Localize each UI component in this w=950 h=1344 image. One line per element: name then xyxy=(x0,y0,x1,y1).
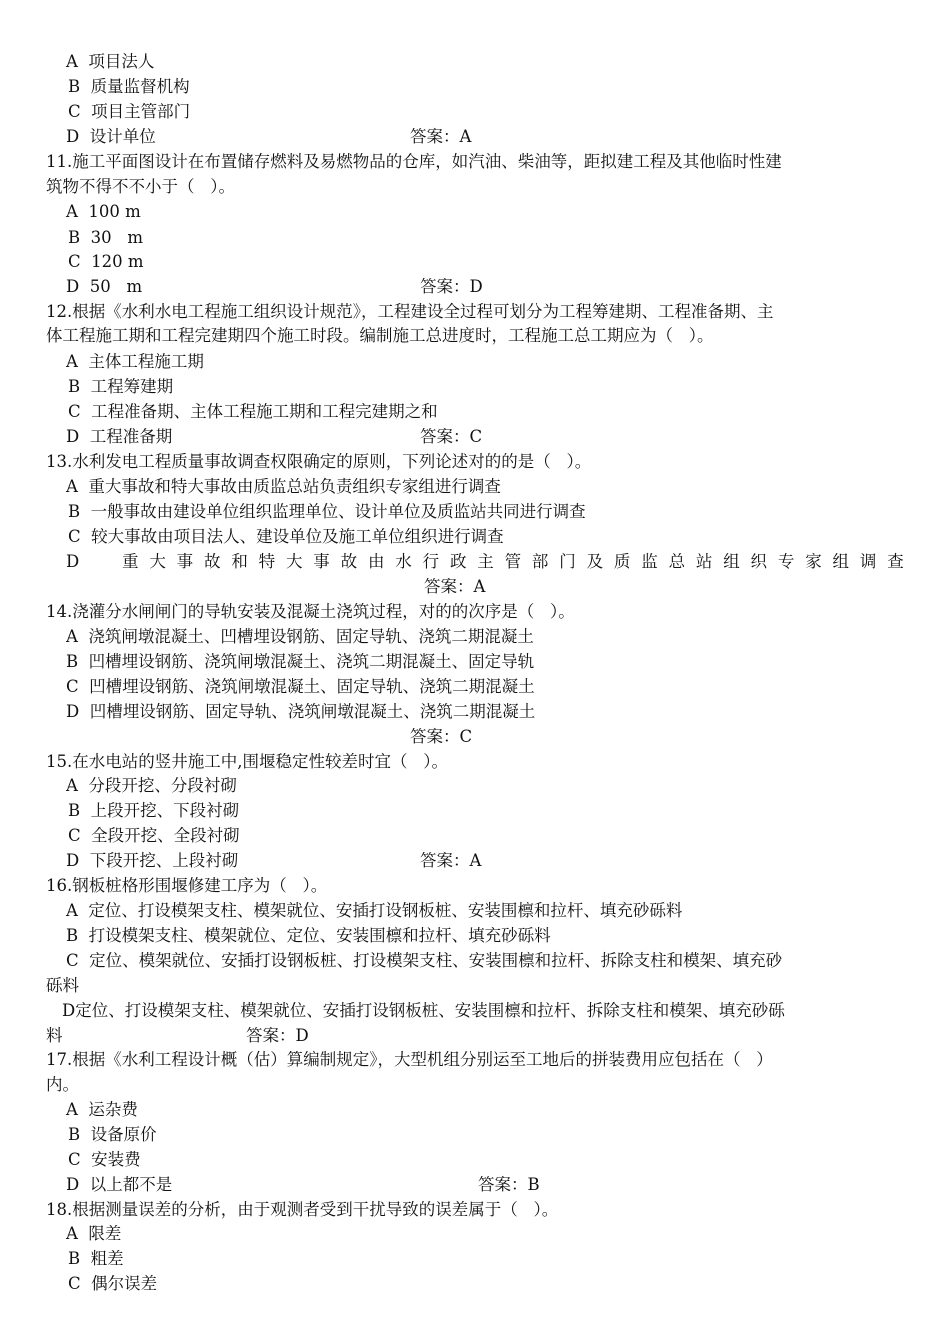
question-15: 15.在水电站的竖井施工中,围堰稳定性较差时宜（ ）。 xyxy=(46,752,448,771)
justified-char: 织 xyxy=(750,552,768,571)
option-a: A 主体工程施工期 xyxy=(66,352,204,371)
justified-char: 事 xyxy=(313,552,330,571)
justified-char: 主 xyxy=(477,552,494,571)
option-d: D 50 m xyxy=(66,277,143,296)
question-17: 17.根据《水利工程设计概（估）算编制规定》，大型机组分别运至工地后的拼装费用应包括在（ ） xyxy=(46,1050,773,1069)
option-d: D定位、打设模架支柱、模架就位、安插打设钢板桩、安装围檩和拉杆、拆除支柱和模架、填充砂砾 xyxy=(62,1001,785,1020)
justified-char: 总 xyxy=(668,552,686,571)
option-a: A 重大事故和特大事故由质监总站负责组织专家组进行调查 xyxy=(66,477,501,496)
question-12-cont: 体工程施工期和工程完建期四个施工时段。编制施工总进度时，工程施工总工期应为（ ）。 xyxy=(46,326,714,345)
answer: 答案：A xyxy=(410,127,472,146)
option-c: C 120 m xyxy=(68,252,144,271)
option-b: B 一般事故由建设单位组织监理单位、设计单位及质监站共同进行调查 xyxy=(68,502,586,521)
option-b: B 打设模架支柱、模架就位、定位、安装围檩和拉杆、填充砂砾料 xyxy=(66,926,551,945)
justified-char: 门 xyxy=(559,552,576,571)
option-b: B 凹槽埋设钢筋、浇筑闸墩混凝土、浇筑二期混凝土、固定导轨 xyxy=(66,652,535,671)
justified-char: 和 xyxy=(231,552,248,571)
option-c: C 较大事故由项目法人、建设单位及施工单位组织进行调查 xyxy=(68,527,504,546)
option-b: B 30 m xyxy=(68,228,143,247)
question-16: 16.钢板桩格形围堰修建工序为（ ）。 xyxy=(46,876,328,895)
justified-char: 专 xyxy=(777,552,795,571)
option-b: B 设备原价 xyxy=(68,1125,157,1144)
justified-char: 及 xyxy=(586,552,604,571)
option-d: D 凹槽埋设钢筋、固定导轨、浇筑闸墩混凝土、浇筑二期混凝土 xyxy=(66,702,536,721)
question-14: 14.浇灌分水闸闸门的导轨安装及混凝土浇筑过程，对的的次序是（ ）。 xyxy=(46,602,575,621)
option-a: A 定位、打设模架支柱、模架就位、安插打设钢板桩、安装围檩和拉杆、填充砂砾料 xyxy=(66,901,683,920)
option-d: D 设计单位 xyxy=(66,127,156,146)
justified-char: 特 xyxy=(258,552,276,571)
option-a: A 浇筑闸墩混凝土、凹槽埋设钢筋、固定导轨、浇筑二期混凝土 xyxy=(66,627,534,646)
answer: 答案：D xyxy=(420,277,483,296)
justified-char: 组 xyxy=(832,552,850,571)
option-c: C 偶尔误差 xyxy=(68,1274,158,1293)
justified-char: 站 xyxy=(695,552,713,571)
question-17-cont: 内。 xyxy=(46,1075,79,1094)
option-a: A 运杂费 xyxy=(66,1100,138,1119)
option-a: A 100 m xyxy=(66,202,141,221)
question-13: 13.水利发电工程质量事故调查权限确定的原则，下列论述对的的是（ ）。 xyxy=(46,452,592,471)
option-d-cont: 料 xyxy=(46,1026,63,1045)
justified-char: 家 xyxy=(805,552,822,571)
option-a: A 分段开挖、分段衬砌 xyxy=(66,776,237,795)
justified-char: 故 xyxy=(340,552,358,571)
option-d-justified xyxy=(122,550,904,574)
option-d-label: D xyxy=(66,552,80,571)
justified-char: 政 xyxy=(449,552,467,571)
answer: 答案：C xyxy=(410,727,473,746)
option-c: C 全段开挖、全段衬砌 xyxy=(68,826,240,845)
justified-char: 重 xyxy=(122,552,139,571)
option-b: B 工程筹建期 xyxy=(68,377,174,396)
answer: 答案：B xyxy=(478,1175,540,1194)
option-c: C 定位、模架就位、安插打设钢板桩、打设模架支柱、安装围檩和拉杆、拆除支柱和模架、填充砂 xyxy=(66,951,783,970)
justified-char: 故 xyxy=(203,552,221,571)
option-d: D 以上都不是 xyxy=(66,1175,173,1194)
option-c: C 凹槽埋设钢筋、浇筑闸墩混凝土、固定导轨、浇筑二期混凝土 xyxy=(66,677,535,696)
justified-char: 管 xyxy=(504,552,522,571)
question-12: 12.根据《水利水电工程施工组织设计规范》，工程建设全过程可划分为工程筹建期、工程准备期、主 xyxy=(46,302,774,321)
justified-char: 监 xyxy=(641,552,658,571)
justified-char: 水 xyxy=(395,552,412,571)
option-d: D 下段开挖、上段衬砌 xyxy=(66,851,239,870)
option-a: A 限差 xyxy=(66,1224,122,1243)
option-c: C 项目主管部门 xyxy=(68,102,191,121)
question-11: 11.施工平面图设计在布置储存燃料及易燃物品的仓库，如汽油、柴油等，距拟建工程及其他临时性建 xyxy=(46,152,782,171)
justified-char: 大 xyxy=(285,552,303,571)
justified-char: 组 xyxy=(723,552,740,571)
justified-char: 由 xyxy=(367,552,385,571)
justified-char: 部 xyxy=(531,552,549,571)
question-11-cont: 筑物不得不不小于（ ）。 xyxy=(46,177,235,196)
option-b: B 粗差 xyxy=(68,1249,124,1268)
justified-char: 事 xyxy=(176,552,194,571)
justified-char: 查 xyxy=(887,552,904,571)
option-a: A 项目法人 xyxy=(66,52,155,71)
option-d: D 工程准备期 xyxy=(66,427,173,446)
question-18: 18.根据测量误差的分析，由于观测者受到干扰导致的误差属于（ ）。 xyxy=(46,1200,559,1219)
option-c: C 安装费 xyxy=(68,1150,141,1169)
justified-char: 质 xyxy=(613,552,631,571)
justified-char: 调 xyxy=(859,552,877,571)
option-b: B 质量监督机构 xyxy=(68,77,190,96)
option-b: B 上段开挖、下段衬砌 xyxy=(68,801,240,820)
justified-char: 大 xyxy=(149,552,166,571)
answer: 答案：C xyxy=(420,427,483,446)
option-c-cont: 砾料 xyxy=(46,976,79,995)
answer: 答案：A xyxy=(424,577,486,596)
answer: 答案：D xyxy=(246,1026,309,1045)
justified-char: 行 xyxy=(422,552,440,571)
option-c: C 工程准备期、主体工程施工期和工程完建期之和 xyxy=(68,402,438,421)
answer: 答案：A xyxy=(420,851,482,870)
